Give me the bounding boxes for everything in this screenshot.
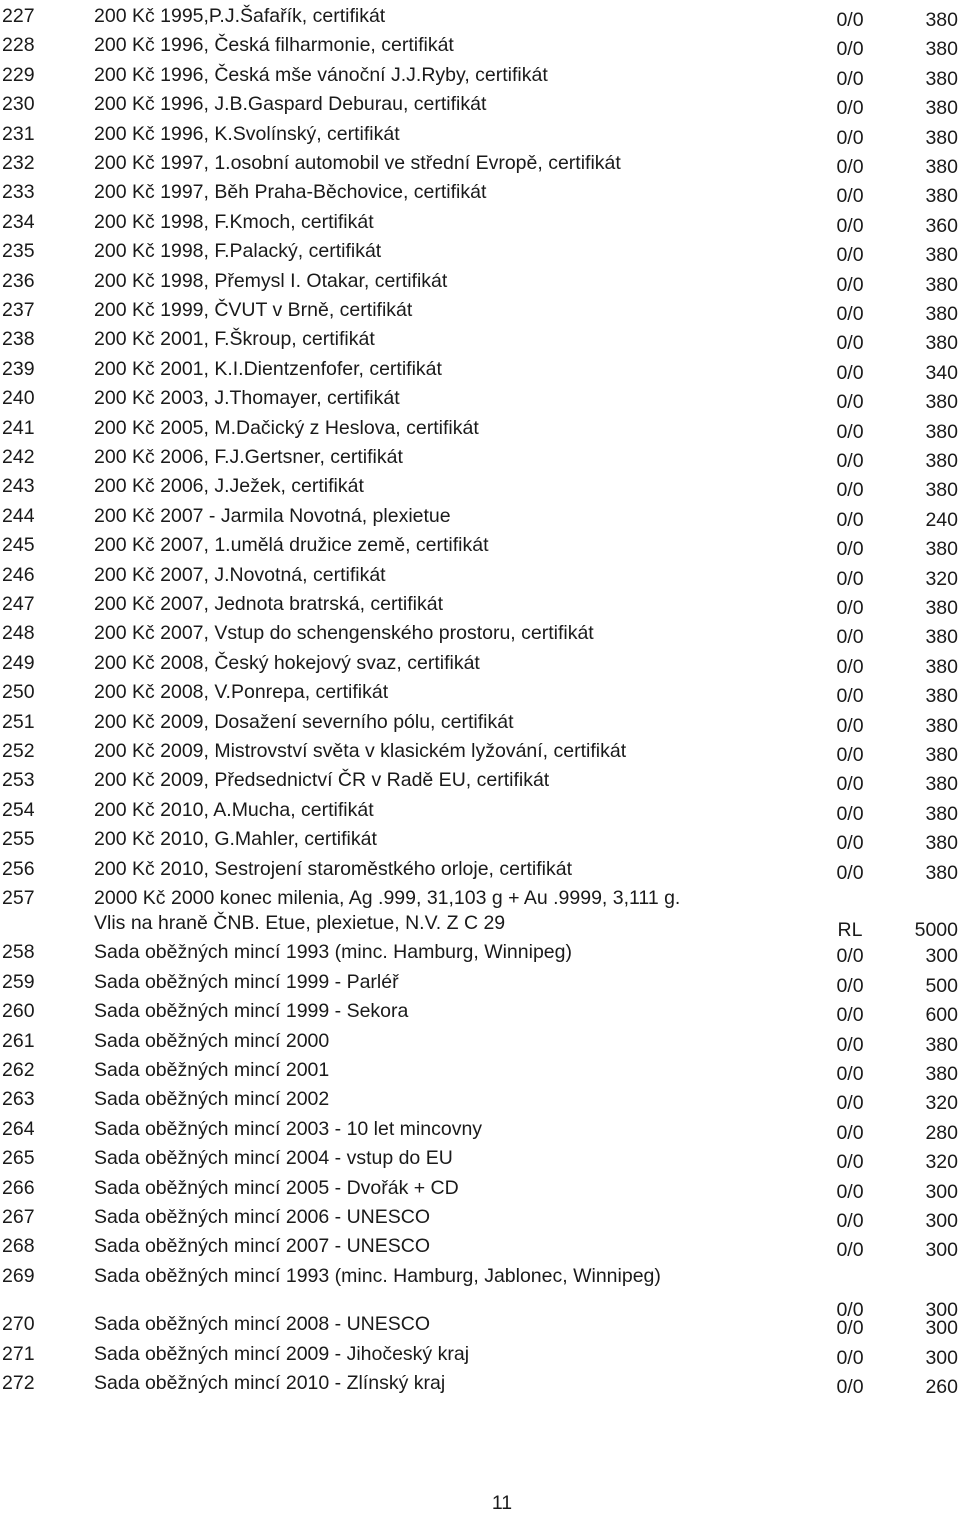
lot-price: 380 (925, 420, 958, 443)
lot-description (94, 769, 549, 791)
lot-description (94, 1088, 329, 1110)
lot-number: 255 (2, 828, 35, 851)
catalog-row (0, 709, 960, 735)
lot-number: 238 (2, 328, 35, 351)
lot-description (94, 34, 454, 56)
lot-price: 380 (925, 1063, 958, 1085)
catalog-row (0, 326, 960, 355)
lot-number: 253 (2, 769, 35, 792)
lot-description-line: 200 Kč 2006, F.J.Gertsner, certifikát (94, 446, 403, 468)
lot-price: 380 (925, 303, 958, 325)
catalog-row (0, 1086, 960, 1115)
lot-description (94, 211, 374, 233)
lot-description-line: 200 Kč 1996, K.Svolínský, certifikát (94, 122, 400, 145)
lot-description-line: 200 Kč 2007, Vstup do schengenského prostoru, certifikát (94, 622, 594, 645)
lot-grade: 0/0 (836, 1346, 864, 1369)
lot-number: 258 (2, 941, 35, 964)
lot-price: 260 (925, 1376, 958, 1399)
lot-description (94, 1118, 482, 1140)
page-number: 11 (491, 1492, 513, 1514)
lot-price: 300 (925, 1346, 958, 1369)
lot-price: 380 (925, 67, 958, 90)
lot-description-line: 200 Kč 2007, Jednota bratrská, certifikát (94, 593, 444, 615)
lot-grade: 0/0 (836, 185, 864, 208)
catalog-row (0, 532, 960, 561)
catalog-row (0, 238, 960, 267)
lot-description-line: 2000 Kč 2000 konec milenia, Ag .999, 31,103 g + Au .9999, 3,111 g. (94, 887, 681, 909)
catalog-row (0, 939, 960, 968)
catalog-row (0, 121, 960, 147)
lot-description (94, 299, 412, 321)
catalog-row (0, 1311, 960, 1340)
lot-description-line: 200 Kč 2009, Mistrovství světa v klasickém lyžování, certifikát (94, 740, 627, 762)
lot-number: 249 (2, 651, 35, 674)
lot-number: 259 (2, 970, 35, 993)
catalog-row (0, 297, 960, 323)
lot-price: 300 (925, 1298, 958, 1321)
lot-price: 380 (925, 773, 958, 796)
lot-number: 266 (2, 1176, 35, 1199)
lot-grade: 0/0 (836, 685, 864, 708)
catalog-row (0, 856, 960, 882)
lot-price: 380 (925, 655, 958, 678)
lot-grade: 0/0 (836, 1063, 864, 1085)
lot-description (94, 505, 451, 527)
lot-grade: 0/0 (836, 1239, 864, 1262)
catalog-row (0, 650, 960, 676)
catalog-row (0, 738, 960, 764)
lot-price: 340 (925, 361, 958, 384)
lot-price: 380 (925, 332, 958, 355)
lot-description (94, 152, 621, 174)
catalog-row (0, 385, 960, 414)
lot-description (94, 417, 479, 439)
lot-price: 380 (925, 391, 958, 414)
catalog-row (0, 1233, 960, 1262)
catalog-row (0, 150, 960, 176)
lot-grade: 0/0 (836, 1210, 864, 1232)
lot-description (94, 358, 442, 380)
lot-number: 236 (2, 269, 35, 292)
lot-description (94, 446, 403, 468)
lot-grade: 0/0 (836, 38, 864, 61)
catalog-row (0, 1028, 960, 1054)
catalog-row (0, 591, 960, 617)
lot-grade: 0/0 (836, 420, 864, 443)
lot-description-line: 200 Kč 2007 - Jarmila Novotná, plexietue (94, 504, 451, 527)
lot-grade: 0/0 (836, 1092, 864, 1115)
lot-description-line: Sada oběžných mincí 2002 (94, 1088, 330, 1111)
lot-description (94, 240, 381, 262)
catalog-row (0, 797, 960, 823)
lot-description-line: Sada oběžných mincí 2006 - UNESCO (94, 1206, 430, 1228)
lot-description (94, 622, 594, 644)
lot-grade: 0/0 (836, 1180, 864, 1203)
lot-number: 254 (2, 798, 35, 821)
lot-description-line: Sada oběžných mincí 2003 - 10 let mincovny (94, 1117, 483, 1140)
lot-description (94, 387, 400, 409)
lot-price: 380 (925, 597, 958, 619)
lot-description-line: 200 Kč 1996, J.B.Gaspard Deburau, certifikát (94, 93, 487, 116)
lot-description (94, 1177, 459, 1199)
lot-price: 380 (925, 38, 958, 61)
lot-description-line: 200 Kč 2008, Český hokejový svaz, certifikát (94, 651, 480, 674)
lot-description-line: Sada oběžných mincí 1999 - Sekora (94, 1000, 409, 1023)
lot-number: 246 (2, 563, 35, 586)
lot-grade: 0/0 (836, 714, 864, 737)
lot-number: 230 (2, 93, 35, 116)
catalog-row (0, 473, 960, 502)
lot-price: 300 (925, 1180, 958, 1203)
catalog-row (0, 679, 960, 708)
lot-grade: 0/0 (836, 303, 864, 325)
catalog-row (0, 826, 960, 855)
lot-grade: 0/0 (836, 332, 864, 355)
lot-description (94, 1343, 469, 1365)
lot-description (94, 828, 377, 850)
lot-price: 380 (925, 273, 958, 296)
lot-description (94, 181, 486, 203)
lot-price: 380 (925, 126, 958, 149)
lot-grade: 0/0 (836, 244, 864, 267)
catalog-row (0, 998, 960, 1027)
lot-number: 257 (2, 887, 35, 909)
lot-number: 267 (2, 1206, 35, 1228)
lot-description-line: 200 Kč 1998, F.Kmoch, certifikát (94, 210, 374, 233)
lot-description (94, 270, 447, 292)
lot-description (94, 652, 480, 674)
catalog-row (0, 268, 960, 294)
lot-number: 229 (2, 63, 35, 86)
lot-grade: 0/0 (836, 626, 864, 649)
lot-description-line: 200 Kč 2005, M.Dačický z Heslova, certifikát (94, 416, 479, 439)
catalog-row (0, 1341, 960, 1367)
lot-description (94, 1313, 430, 1335)
lot-description (94, 64, 548, 86)
lot-grade: 0/0 (836, 773, 864, 796)
lot-grade: 0/0 (836, 655, 864, 678)
lot-description (94, 564, 386, 586)
catalog-row (0, 179, 960, 208)
lot-number: 245 (2, 534, 35, 557)
lot-description-line: 200 Kč 2006, J.Ježek, certifikát (94, 475, 364, 498)
catalog-row (0, 1116, 960, 1142)
lot-price: 380 (925, 802, 958, 825)
lot-description (94, 681, 388, 703)
lot-price: 380 (925, 1033, 958, 1056)
lot-grade: RL (837, 919, 863, 941)
lot-grade: 0/0 (836, 214, 864, 237)
lot-description-line: Sada oběžných mincí 2000 (94, 1029, 330, 1052)
lot-price: 380 (925, 97, 958, 120)
lot-description-line: 200 Kč 2001, F.Škroup, certifikát (94, 328, 375, 351)
lot-price: 380 (925, 9, 958, 31)
lot-price: 380 (925, 714, 958, 737)
lot-number: 247 (2, 593, 35, 615)
lot-price: 600 (925, 1004, 958, 1027)
lot-description-line: Sada oběžných mincí 2005 - Dvořák + CD (94, 1176, 459, 1199)
lot-description-line: Sada oběžných mincí 2007 - UNESCO (94, 1235, 430, 1258)
lot-description-line: Sada oběžných mincí 2009 - Jihočeský kraj (94, 1342, 470, 1365)
lot-description (94, 1372, 445, 1394)
lot-description-line: 200 Kč 1996, Česká filharmonie, certifikát (94, 34, 454, 57)
lot-description-line: 200 Kč 1998, Přemysl I. Otakar, certifikát (94, 269, 448, 292)
lot-price: 240 (925, 508, 958, 531)
lot-description-line: 200 Kč 2001, K.I.Dientzenfofer, certifikát (94, 357, 442, 380)
lot-grade: 0/0 (836, 156, 864, 178)
lot-grade: 0/0 (836, 508, 864, 531)
lot-grade: 0/0 (836, 97, 864, 120)
lot-number: 237 (2, 299, 35, 321)
lot-price: 300 (925, 1317, 958, 1340)
lot-description-line: 200 Kč 1995,P.J.Šafařík, certifikát (94, 5, 386, 27)
lot-description-line: 200 Kč 2010, G.Mahler, certifikát (94, 828, 377, 851)
lot-number: 239 (2, 357, 35, 380)
lot-description-line: Sada oběžných mincí 2008 - UNESCO (94, 1313, 430, 1336)
lot-grade: 0/0 (836, 974, 864, 997)
lot-price: 380 (925, 156, 958, 178)
lot-number: 271 (2, 1342, 35, 1365)
lot-grade: 0/0 (836, 1004, 864, 1027)
lot-description (94, 971, 399, 993)
lot-description-line: 200 Kč 1997, Běh Praha-Běchovice, certifikát (94, 181, 487, 204)
catalog-row (0, 3, 960, 29)
catalog-row (0, 1204, 960, 1230)
lot-description (94, 1235, 430, 1257)
lot-grade: 0/0 (836, 1376, 864, 1399)
lot-description-line: Sada oběžných mincí 2001 (94, 1059, 330, 1081)
catalog-row (0, 62, 960, 88)
catalog-row (0, 1263, 960, 1321)
lot-number: 232 (2, 152, 35, 174)
lot-grade: 0/0 (836, 861, 864, 884)
lot-price: 380 (925, 685, 958, 708)
lot-grade: 0/0 (836, 597, 864, 619)
lot-grade: 0/0 (836, 744, 864, 766)
lot-price: 380 (925, 450, 958, 472)
catalog-row (0, 767, 960, 796)
catalog-row (0, 503, 960, 529)
lot-description-line: 200 Kč 2009, Předsednictví ČR v Radě EU, certifikát (94, 769, 550, 792)
lot-number: 256 (2, 857, 35, 880)
lot-number: 269 (2, 1264, 35, 1287)
lot-description (94, 1000, 408, 1022)
catalog-row (0, 356, 960, 382)
lot-description (94, 740, 626, 762)
lot-description-line: 200 Kč 1996, Česká mše vánoční J.J.Ryby, certifikát (94, 63, 548, 86)
lot-grade: 0/0 (836, 832, 864, 855)
lot-grade: 0/0 (836, 1151, 864, 1174)
catalog-row (0, 1175, 960, 1201)
lot-grade: 0/0 (836, 1317, 864, 1340)
lot-number: 227 (2, 5, 35, 27)
lot-number: 240 (2, 387, 35, 410)
lot-grade: 0/0 (836, 802, 864, 825)
lot-number: 242 (2, 446, 35, 468)
lot-number: 241 (2, 416, 35, 439)
lot-description (94, 1059, 329, 1081)
lot-price: 380 (925, 479, 958, 502)
catalog-row (0, 91, 960, 120)
lot-number: 272 (2, 1372, 35, 1395)
lot-description (94, 5, 385, 27)
lot-description-line: 200 Kč 2003, J.Thomayer, certifikát (94, 387, 400, 410)
lot-grade: 0/0 (836, 450, 864, 472)
lot-description (94, 534, 489, 556)
lot-price: 380 (925, 244, 958, 267)
lot-description-line: 200 Kč 1997, 1.osobní automobil ve střední Evropě, certifikát (94, 152, 621, 174)
lot-number: 268 (2, 1235, 35, 1258)
lot-number: 261 (2, 1029, 35, 1052)
lot-description-line: Sada oběžných mincí 2004 - vstup do EU (94, 1147, 453, 1170)
lot-number: 231 (2, 122, 35, 145)
lot-number: 248 (2, 622, 35, 645)
lot-price: 300 (925, 945, 958, 968)
catalog-row (0, 1370, 960, 1399)
lot-number: 233 (2, 181, 35, 204)
catalog-row (0, 969, 960, 995)
lot-number: 264 (2, 1117, 35, 1140)
lot-grade: 0/0 (836, 567, 864, 590)
lot-grade: 0/0 (836, 1121, 864, 1144)
lot-price: 320 (925, 567, 958, 590)
lot-description (94, 711, 514, 733)
lot-description-line: Sada oběžných mincí 1999 - Parléř (94, 970, 399, 993)
lot-number: 243 (2, 475, 35, 498)
lot-price: 380 (925, 861, 958, 884)
lot-description (94, 858, 572, 880)
lot-number: 235 (2, 240, 35, 263)
lot-description (94, 887, 680, 934)
lot-price: 500 (925, 974, 958, 997)
lot-price: 300 (925, 1210, 958, 1232)
lot-description-line: 200 Kč 1998, F.Palacký, certifikát (94, 240, 382, 263)
catalog-row (0, 1145, 960, 1174)
lot-price: 320 (925, 1151, 958, 1174)
catalog-row (0, 415, 960, 441)
lot-grade: 0/0 (836, 126, 864, 149)
lot-price: 380 (925, 744, 958, 766)
lot-description (94, 93, 486, 115)
lot-description (94, 1147, 453, 1169)
lot-number: 234 (2, 210, 35, 233)
lot-price: 300 (925, 1239, 958, 1262)
lot-description-line: 200 Kč 2010, Sestrojení staroměstkého orloje, certifikát (94, 857, 572, 880)
lot-price: 5000 (914, 919, 958, 941)
lot-description (94, 328, 375, 350)
catalog-row (0, 1057, 960, 1083)
lot-grade: 0/0 (836, 479, 864, 502)
lot-description (94, 1030, 329, 1052)
lot-description (94, 475, 364, 497)
lot-number: 251 (2, 710, 35, 733)
lot-grade: 0/0 (836, 1033, 864, 1056)
lot-number: 228 (2, 34, 35, 57)
lot-price: 380 (925, 626, 958, 649)
lot-description (94, 123, 400, 145)
lot-description-line: 200 Kč 2007, J.Novotná, certifikát (94, 563, 386, 586)
catalog-row (0, 209, 960, 235)
lot-description-line: 200 Kč 1999, ČVUT v Brně, certifikát (94, 299, 413, 321)
catalog-row (0, 444, 960, 470)
lot-description-line: Sada oběžných mincí 1993 (minc. Hamburg, Jablonec, Winnipeg) (94, 1264, 661, 1287)
lot-price: 280 (925, 1121, 958, 1144)
lot-grade: 0/0 (836, 273, 864, 296)
lot-description (94, 941, 572, 963)
lot-description-line: 200 Kč 2007, 1.umělá družice země, certifikát (94, 534, 489, 557)
lot-number: 260 (2, 1000, 35, 1023)
lot-description-line: 200 Kč 2009, Dosažení severního pólu, certifikát (94, 710, 514, 733)
lot-description-line: 200 Kč 2010, A.Mucha, certifikát (94, 798, 374, 821)
lot-description-line-2: Vlis na hraně ČNB. Etue, plexietue, N.V. Z C 29 (94, 912, 506, 934)
lot-grade: 0/0 (836, 67, 864, 90)
lot-grade: 0/0 (836, 391, 864, 414)
lot-number: 262 (2, 1059, 35, 1081)
lot-description (94, 799, 374, 821)
lot-description (94, 593, 443, 615)
lot-description (94, 1265, 661, 1287)
lot-price: 320 (925, 1092, 958, 1115)
lot-description-line: Sada oběžných mincí 2010 - Zlínský kraj (94, 1372, 446, 1395)
lot-number: 250 (2, 681, 35, 704)
catalog-row (0, 620, 960, 649)
lot-description-line: 200 Kč 2008, V.Ponrepa, certifikát (94, 681, 389, 704)
lot-description (94, 1206, 430, 1228)
lot-grade: 0/0 (836, 945, 864, 968)
catalog-row (0, 885, 960, 939)
lot-grade: 0/0 (836, 1298, 864, 1321)
lot-price: 380 (925, 185, 958, 208)
lot-grade: 0/0 (836, 361, 864, 384)
lot-grade: 0/0 (836, 538, 864, 561)
lot-price: 380 (925, 832, 958, 855)
lot-number: 244 (2, 504, 35, 527)
lot-number: 263 (2, 1088, 35, 1111)
catalog-row (0, 562, 960, 588)
catalog-row (0, 32, 960, 61)
lot-number: 265 (2, 1147, 35, 1170)
lot-price: 360 (925, 214, 958, 237)
lot-grade: 0/0 (836, 9, 864, 31)
lot-description-line: Sada oběžných mincí 1993 (minc. Hamburg, Winnipeg) (94, 941, 572, 964)
lot-number: 252 (2, 740, 35, 762)
lot-number: 270 (2, 1313, 35, 1336)
lot-price: 380 (925, 538, 958, 561)
